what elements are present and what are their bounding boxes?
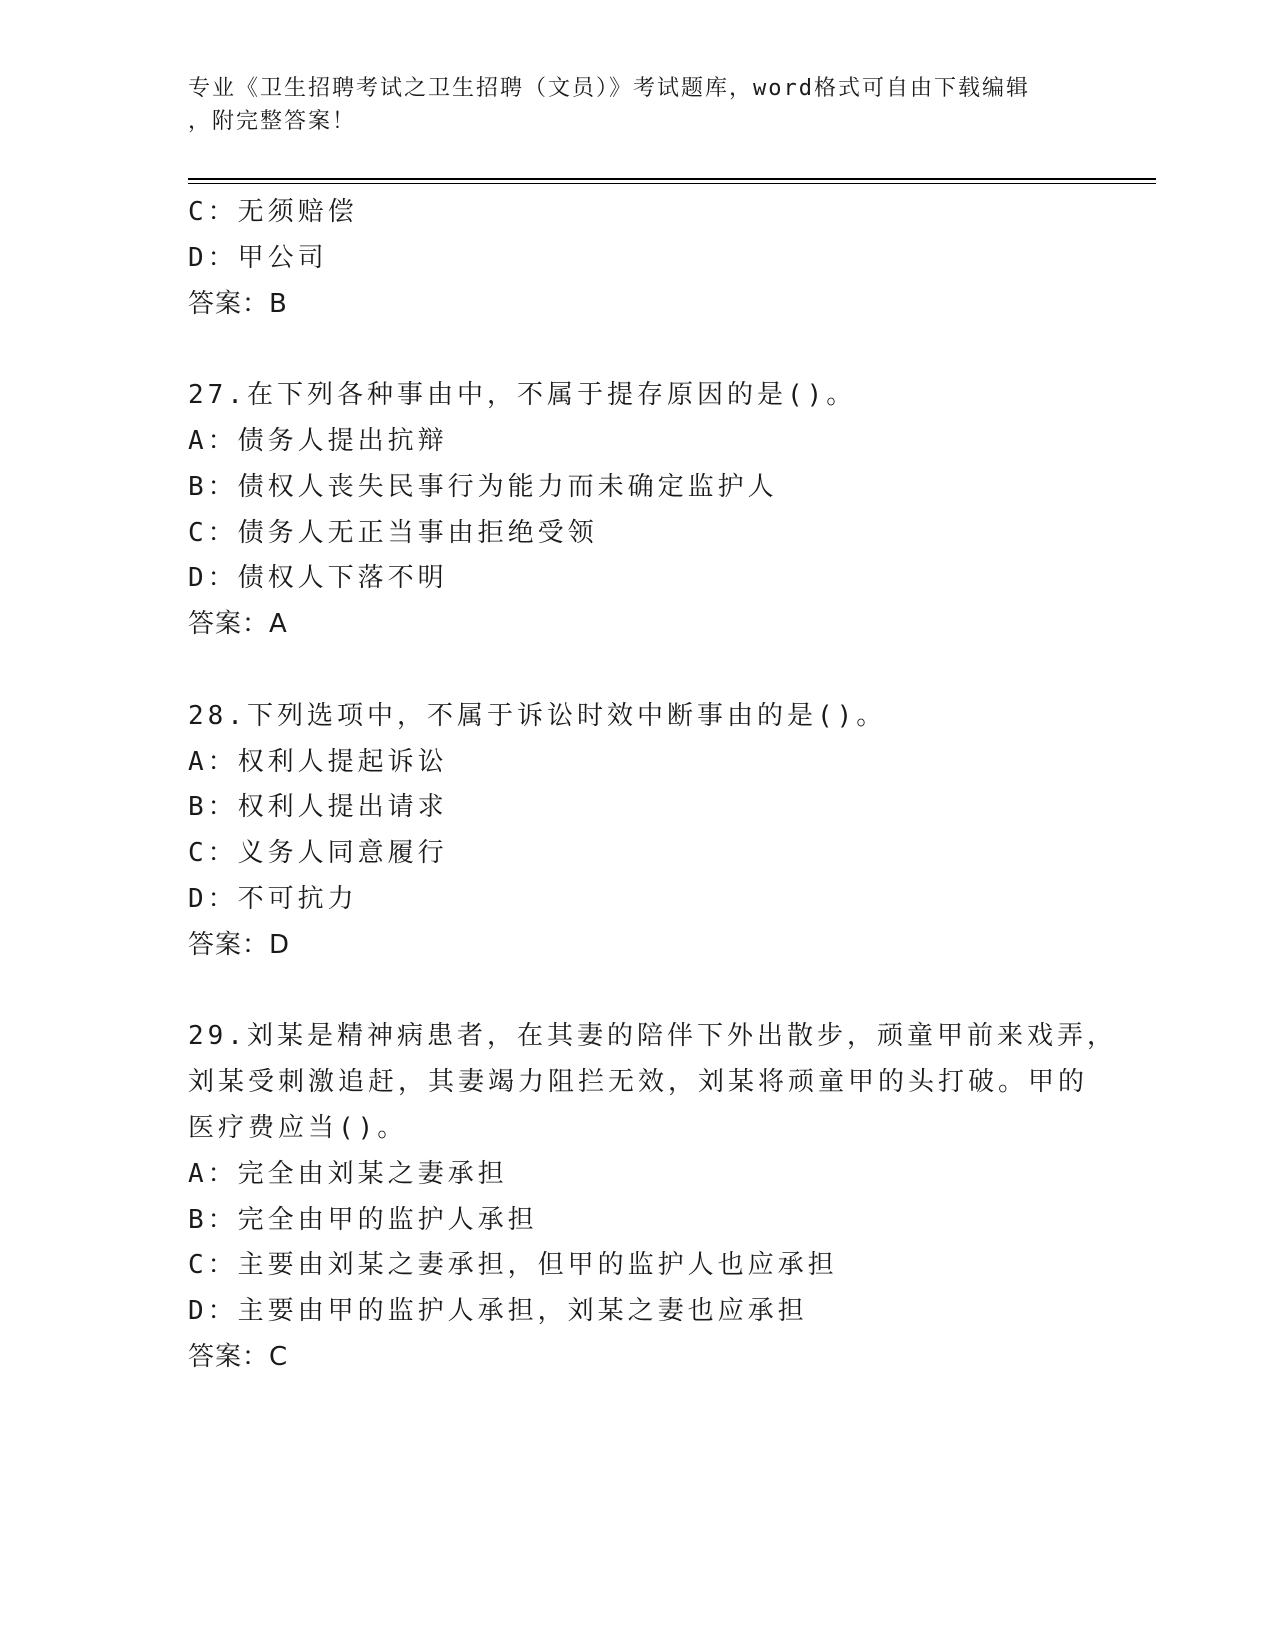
header-divider-thick	[188, 178, 1156, 180]
question-list	[188, 190, 1117, 1381]
document-header	[188, 72, 1068, 138]
question-text: 27.在下列各种事由中，不属于提存原因的是()。	[188, 380, 857, 411]
option-b: B：债权人丧失民事行为能力而未确定监护人	[188, 471, 778, 502]
question-text-line-1: 29.刘某是精神病患者，在其妻的陪伴下外出散步，顽童甲前来戏弄，	[188, 1021, 1117, 1052]
answer-line: 答案：D	[188, 929, 291, 960]
answer-line: 答案：B	[188, 288, 288, 319]
option-c: C：债务人无正当事由拒绝受领	[188, 517, 598, 548]
option-a: A：权利人提起诉讼	[188, 746, 448, 777]
question-text-line-3: 医疗费应当()。	[188, 1112, 408, 1143]
option-a: A：完全由刘某之妻承担	[188, 1158, 508, 1189]
spacer	[188, 969, 1088, 1015]
question-text-line-2: 刘某受刺激追赶，其妻竭力阻拦无效，刘某将顽童甲的头打破。甲的	[188, 1067, 1089, 1098]
question-28	[188, 694, 1088, 969]
option-b: B：权利人提出请求	[188, 792, 448, 823]
option-d: D：不可抗力	[188, 883, 358, 914]
question-27	[188, 373, 1088, 648]
spacer	[188, 648, 1088, 694]
option-c: C：无须赔偿	[188, 197, 358, 227]
header-title-line-2: ，附完整答案！	[188, 109, 357, 134]
option-a: A：债务人提出抗辩	[188, 425, 448, 456]
question-29	[188, 1014, 1117, 1380]
option-c: C：主要由刘某之妻承担，但甲的监护人也应承担	[188, 1250, 838, 1281]
answer-line: 答案：C	[188, 1341, 289, 1372]
header-title-line-1: 专业《卫生招聘考试之卫生招聘（文员）》考试题库，word格式可自由下载编辑	[188, 76, 1030, 101]
answer-line: 答案：A	[188, 609, 288, 640]
spacer	[188, 327, 1088, 373]
option-d: D：甲公司	[188, 242, 328, 273]
question-26-tail	[188, 190, 1088, 327]
question-text: 28.下列选项中，不属于诉讼时效中断事由的是()。	[188, 700, 887, 731]
option-d: D：主要由甲的监护人承担，刘某之妻也应承担	[188, 1296, 808, 1327]
header-divider-thin	[188, 183, 1156, 184]
option-c: C：义务人同意履行	[188, 838, 448, 869]
option-d: D：债权人下落不明	[188, 563, 448, 594]
option-b: B：完全由甲的监护人承担	[188, 1204, 538, 1235]
